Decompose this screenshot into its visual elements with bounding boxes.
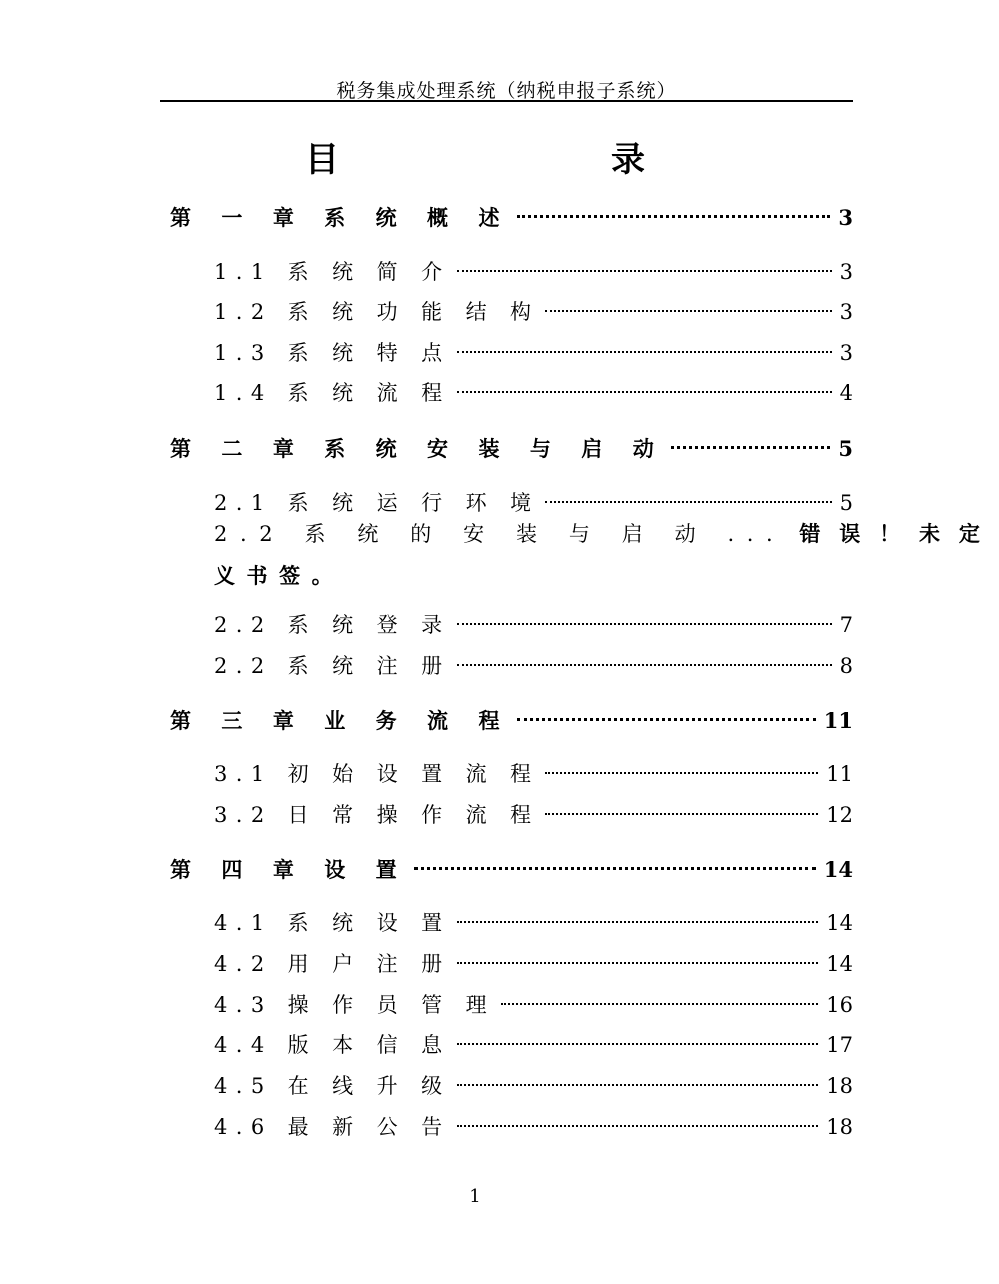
toc-entry-label: 1.3 系 统 特 点 — [214, 341, 451, 365]
toc-entry-page: 12 — [826, 803, 853, 827]
toc-entry-label: 1.1 系 统 简 介 — [214, 260, 451, 284]
leader-dots — [501, 975, 818, 1005]
leader-dots — [457, 1097, 819, 1127]
toc-entry-page: 3 — [839, 260, 853, 284]
toc-entry-label: 2.2 系 统 的 安 装 与 启 动 ... — [214, 522, 786, 546]
toc-entry-page: 7 — [839, 613, 853, 637]
leader-dots — [457, 893, 819, 923]
leader-dots — [517, 690, 816, 721]
toc-entry-page: 11 — [826, 762, 853, 786]
toc-entry-label: 3.1 初 始 设 置 流 程 — [214, 762, 540, 786]
toc-entry-4-4[interactable] — [214, 1022, 853, 1057]
toc-entry-label: 第 四 章 设 置 — [170, 858, 409, 882]
toc-title-left: 目 — [305, 140, 339, 180]
toc-entry-page: 5 — [838, 436, 853, 461]
toc-entry-page: 18 — [826, 1074, 853, 1098]
bookmark-error-text: 错误！未定 — [799, 522, 999, 546]
bookmark-error-continuation: 义书签。 — [214, 564, 345, 588]
toc-entry-label: 2.2 系 统 注 册 — [214, 654, 451, 678]
toc-entry-page: 11 — [823, 708, 853, 733]
toc-entry-page: 5 — [839, 491, 853, 515]
toc-entry-2-2-install[interactable] — [214, 520, 999, 548]
running-header: 税务集成处理系统（纳税申报子系统） — [336, 80, 677, 102]
toc-entry-4-2[interactable] — [214, 941, 853, 976]
leader-dots — [545, 473, 831, 503]
toc-entry-3-1[interactable] — [214, 751, 853, 786]
toc-entry-chapter-3[interactable] — [170, 697, 853, 733]
toc-entry-1-3[interactable] — [214, 330, 853, 365]
leader-dots — [671, 418, 830, 449]
leader-dots — [457, 363, 832, 393]
leader-dots — [414, 839, 816, 870]
toc-entry-page: 16 — [826, 993, 853, 1017]
page-number: 1 — [469, 1186, 481, 1207]
toc-entry-chapter-2[interactable] — [170, 425, 853, 461]
toc-entry-label: 第 一 章 系 统 概 述 — [170, 206, 512, 230]
toc-entry-chapter-1[interactable] — [170, 194, 853, 230]
toc-entry-label: 4.6 最 新 公 告 — [214, 1115, 451, 1139]
toc-entry-3-2[interactable] — [214, 792, 853, 827]
leader-dots — [457, 1015, 819, 1045]
leader-dots — [545, 282, 831, 312]
toc-entry-chapter-4[interactable] — [170, 846, 853, 882]
toc-entry-label: 2.2 系 统 登 录 — [214, 613, 451, 637]
toc-title-right: 录 — [611, 140, 645, 180]
toc-entry-1-2[interactable] — [214, 289, 853, 324]
toc-entry-label: 1.2 系 统 功 能 结 构 — [214, 300, 540, 324]
toc-title — [0, 132, 950, 181]
toc-entry-label: 第 二 章 系 统 安 装 与 启 动 — [170, 437, 666, 461]
toc-entry-4-1[interactable] — [214, 900, 853, 935]
toc-entry-2-1[interactable] — [214, 480, 853, 515]
leader-dots — [457, 636, 832, 666]
header-rule — [160, 100, 853, 102]
toc-entry-page: 14 — [823, 857, 853, 882]
toc-entry-label: 4.2 用 户 注 册 — [214, 952, 451, 976]
toc-entry-label: 4.5 在 线 升 级 — [214, 1074, 451, 1098]
toc-entry-4-6[interactable] — [214, 1104, 853, 1139]
toc-entry-2-2-login[interactable] — [214, 602, 853, 637]
leader-dots — [457, 595, 832, 625]
toc-entry-page: 18 — [826, 1115, 853, 1139]
toc-entry-label: 1.4 系 统 流 程 — [214, 381, 451, 405]
leader-dots — [457, 242, 832, 272]
leader-dots — [457, 934, 819, 964]
toc-entry-page: 3 — [838, 205, 853, 230]
toc-entry-4-5[interactable] — [214, 1063, 853, 1098]
toc-entry-page: 14 — [826, 952, 853, 976]
toc-entry-label: 4.3 操 作 员 管 理 — [214, 993, 495, 1017]
toc-entry-page: 3 — [839, 341, 853, 365]
toc-entry-page: 3 — [839, 300, 853, 324]
leader-dots — [457, 1056, 819, 1086]
leader-dots — [517, 187, 830, 218]
toc-entry-label: 4.4 版 本 信 息 — [214, 1033, 451, 1057]
toc-entry-page: 4 — [839, 381, 853, 405]
leader-dots — [457, 323, 832, 353]
toc-entry-page: 8 — [839, 654, 853, 678]
toc-entry-page: 17 — [826, 1033, 853, 1057]
toc-entry-1-1[interactable] — [214, 249, 853, 284]
toc-entry-page: 14 — [826, 911, 853, 935]
toc-entry-2-2-register[interactable] — [214, 643, 853, 678]
toc-entry-label: 2.1 系 统 运 行 环 境 — [214, 491, 540, 515]
toc-entry-1-4[interactable] — [214, 370, 853, 405]
leader-dots — [545, 785, 818, 815]
toc-entry-label: 第 三 章 业 务 流 程 — [170, 709, 512, 733]
toc-entry-label: 4.1 系 统 设 置 — [214, 911, 451, 935]
toc-entry-label: 3.2 日 常 操 作 流 程 — [214, 803, 540, 827]
leader-dots — [545, 744, 818, 774]
toc-entry-4-3[interactable] — [214, 982, 853, 1017]
